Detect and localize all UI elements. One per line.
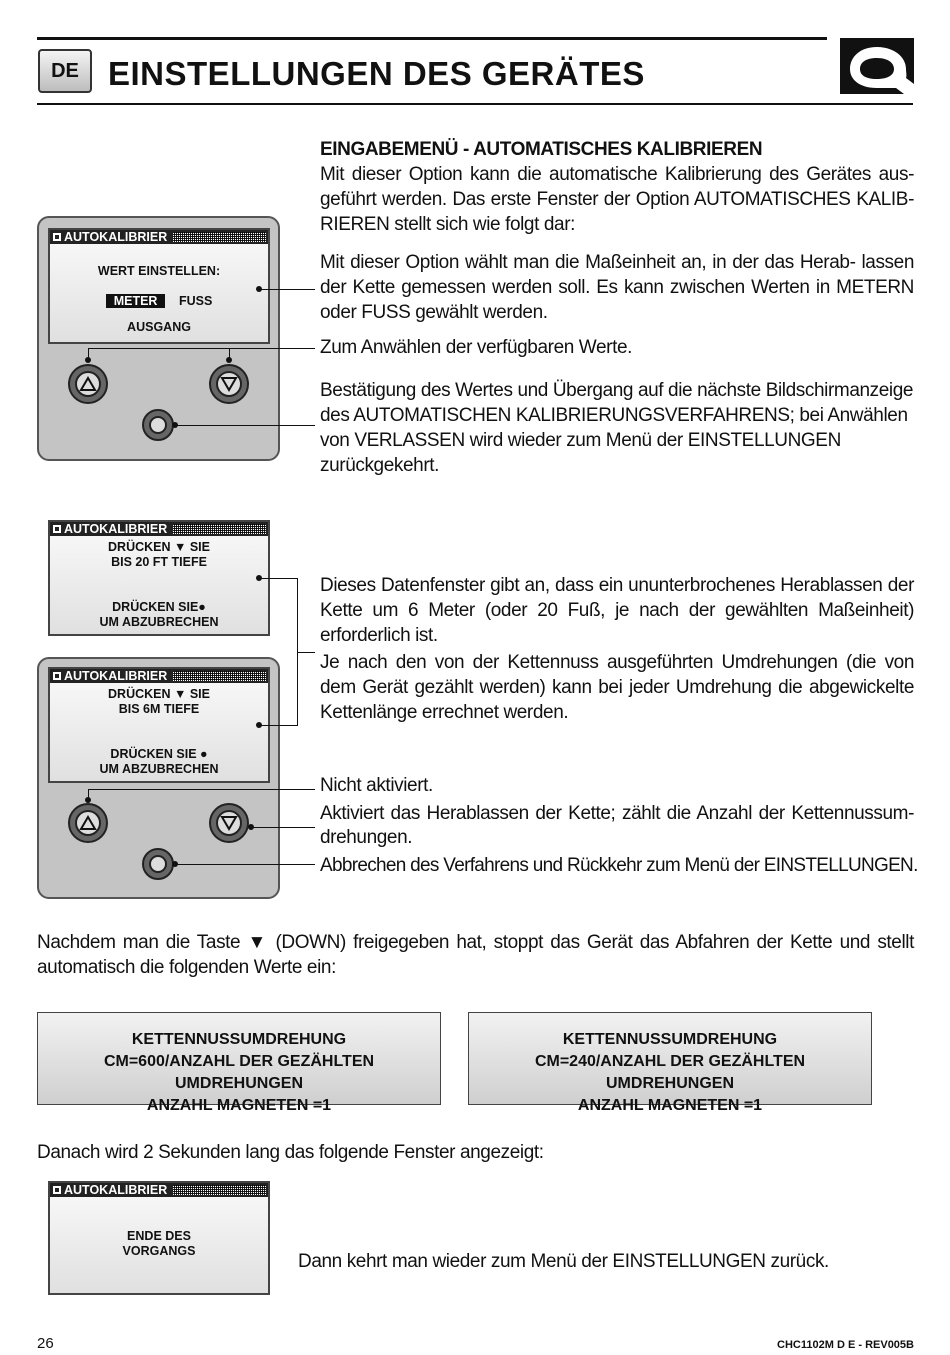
screen-header [50, 669, 268, 683]
box-line: CM=240/ANZAHL DER GEZÄHLTEN UMDREHUNGEN [534, 1053, 806, 1092]
up-arrow-icon [79, 376, 97, 392]
ok-button-icon [149, 416, 167, 434]
screen-line: UM ABZUBRECHEN [99, 762, 219, 776]
down-button[interactable] [209, 803, 249, 843]
page-title: EINSTELLUNGEN DES GERÄTES [108, 55, 645, 92]
box-line: KETTENNUSSUMDREHUNG [562, 1031, 778, 1048]
screen-header-box-icon [53, 1186, 61, 1194]
screen-header-label: AUTOKALIBRIER [64, 669, 168, 683]
unit-options [50, 294, 268, 308]
section-heading: EINGABEMENÜ - AUTOMATISCHES KALIBRIEREN [320, 139, 763, 160]
leader-line [88, 789, 315, 790]
up-button[interactable] [68, 364, 108, 404]
screen-header-pattern [173, 232, 266, 242]
leader-line [251, 827, 315, 828]
language-badge: DE [38, 49, 92, 93]
down-description: Aktiviert das Herablassen der Kette; zählt die Anzahl der Kettennussum-drehungen. [320, 803, 914, 848]
screen-line: BIS 20 FT TIEFE [111, 555, 207, 569]
screen-header-box-icon [53, 525, 61, 533]
screen-line: DRÜCKEN SIE ● [110, 747, 208, 761]
header-rule-bottom [37, 103, 913, 105]
leader-line [259, 725, 297, 726]
screen-header [50, 522, 268, 536]
up-arrow-icon [79, 815, 97, 831]
down-arrow-icon [220, 376, 238, 392]
leader-line [88, 348, 315, 349]
abort-description: Abbrechen des Verfahrens und Rückkehr zum Menü der EINSTELLUNGEN. [320, 855, 918, 876]
leader-line [297, 652, 315, 653]
display-screen-1 [48, 228, 270, 344]
leader-line [88, 348, 89, 360]
leader-line [175, 864, 315, 865]
screen-line: DRÜCKEN ▼ SIE [108, 687, 210, 701]
ok-button[interactable] [142, 848, 174, 880]
calc-description: Je nach den von der Kettennuss ausgeführten Umdrehungen (die von dem Gerät gezählt werden) kann bei jeder Umdrehung die abgewickelte Kettenlänge errechnet werden. [320, 652, 914, 723]
screen-header-box-icon [53, 672, 61, 680]
screen-header-label: AUTOKALIBRIER [64, 230, 168, 244]
screen-line: VORGANGS [122, 1244, 196, 1258]
arrows-description: Zum Anwählen der verfügbaren Werte. [320, 337, 632, 358]
screen-header-box-icon [53, 233, 61, 241]
screen-header [50, 1183, 268, 1197]
down-button[interactable] [209, 364, 249, 404]
document-code: CHC1102M D E - REV005B [777, 1339, 914, 1351]
display-screen-end [48, 1181, 270, 1295]
leader-line [259, 289, 315, 290]
display-screen-ft [48, 520, 270, 636]
display-screen-m [48, 667, 270, 783]
header-rule-top [37, 37, 827, 40]
screen-line: ENDE DES [127, 1229, 191, 1243]
screen-header-label: AUTOKALIBRIER [64, 1183, 168, 1197]
final-paragraph: Dann kehrt man wieder zum Menü der EINSTELLUNGEN zurück. [298, 1251, 829, 1272]
box-line: ANZAHL MAGNETEN =1 [146, 1097, 332, 1114]
box-line: CM=600/ANZAHL DER GEZÄHLTEN UMDREHUNGEN [103, 1053, 375, 1092]
box-line: ANZAHL MAGNETEN =1 [577, 1097, 763, 1114]
up-description: Nicht aktiviert. [320, 775, 433, 796]
ok-button[interactable] [142, 409, 174, 441]
up-button[interactable] [68, 803, 108, 843]
screen-line: DRÜCKEN ▼ SIE [108, 540, 210, 554]
down-arrow-icon [220, 815, 238, 831]
release-paragraph: Nachdem man die Taste ▼ (DOWN) freigegeben hat, stoppt das Gerät das Abfahren der Kette und stellt automatisch die folgenden Werte ein: [37, 932, 914, 978]
values-box-right [468, 1012, 872, 1114]
intro-paragraph: Mit dieser Option kann die automatische Kalibrierung des Gerätes aus-geführt werden. Das erste Fenster der Option AUTOMATISCHES KALIB-RIEREN stellt sich wie folgt dar: [320, 164, 914, 235]
screen-header-pattern [173, 1185, 266, 1195]
leader-line [175, 425, 315, 426]
leader-line [88, 789, 89, 799]
screen-line: DRÜCKEN SIE● [112, 600, 206, 614]
screen-header-pattern [173, 524, 266, 534]
screen-header [50, 230, 268, 244]
screen-line: WERT EINSTELLEN: [97, 264, 221, 278]
unit-description: Mit dieser Option wählt man die Maßeinheit an, in der das Herab- lassen der Kette gemessen werden soll. Es kann zwischen Werten in METERN oder FUSS gewählt werden. [320, 252, 914, 323]
window-description: Dieses Datenfenster gibt an, dass ein ununterbrochenes Herablassen der Kette um 6 Meter (oder 20 Fuß, je nach der gewählten Maßeinheit) erforderlich ist. [320, 575, 914, 646]
exit-option[interactable]: AUSGANG [127, 320, 191, 334]
page-number: 26 [37, 1335, 54, 1352]
option-fuss[interactable]: FUSS [178, 294, 213, 308]
ok-button-icon [149, 855, 167, 873]
quick-logo-icon [840, 38, 914, 94]
screen-line: UM ABZUBRECHEN [99, 615, 219, 629]
leader-line [229, 348, 230, 360]
ok-description: Bestätigung des Wertes und Übergang auf die nächste Bildschirmanzeige des AUTOMATISCHEN KALIBRIERUNGSVERFAHRENS; bei Anwählen von VERLASSEN wird wieder zum Menü der EINSTELLUNGEN zurückgekehrt. [320, 380, 914, 476]
leader-line [259, 578, 297, 579]
two-seconds-paragraph: Danach wird 2 Sekunden lang das folgende Fenster angezeigt: [37, 1142, 544, 1163]
screen-header-label: AUTOKALIBRIER [64, 522, 168, 536]
values-box-left [37, 1012, 441, 1114]
screen-header-pattern [173, 671, 266, 681]
screen-line: BIS 6M TIEFE [118, 702, 200, 716]
box-line: KETTENNUSSUMDREHUNG [131, 1031, 347, 1048]
option-meter[interactable]: METER [106, 294, 166, 308]
